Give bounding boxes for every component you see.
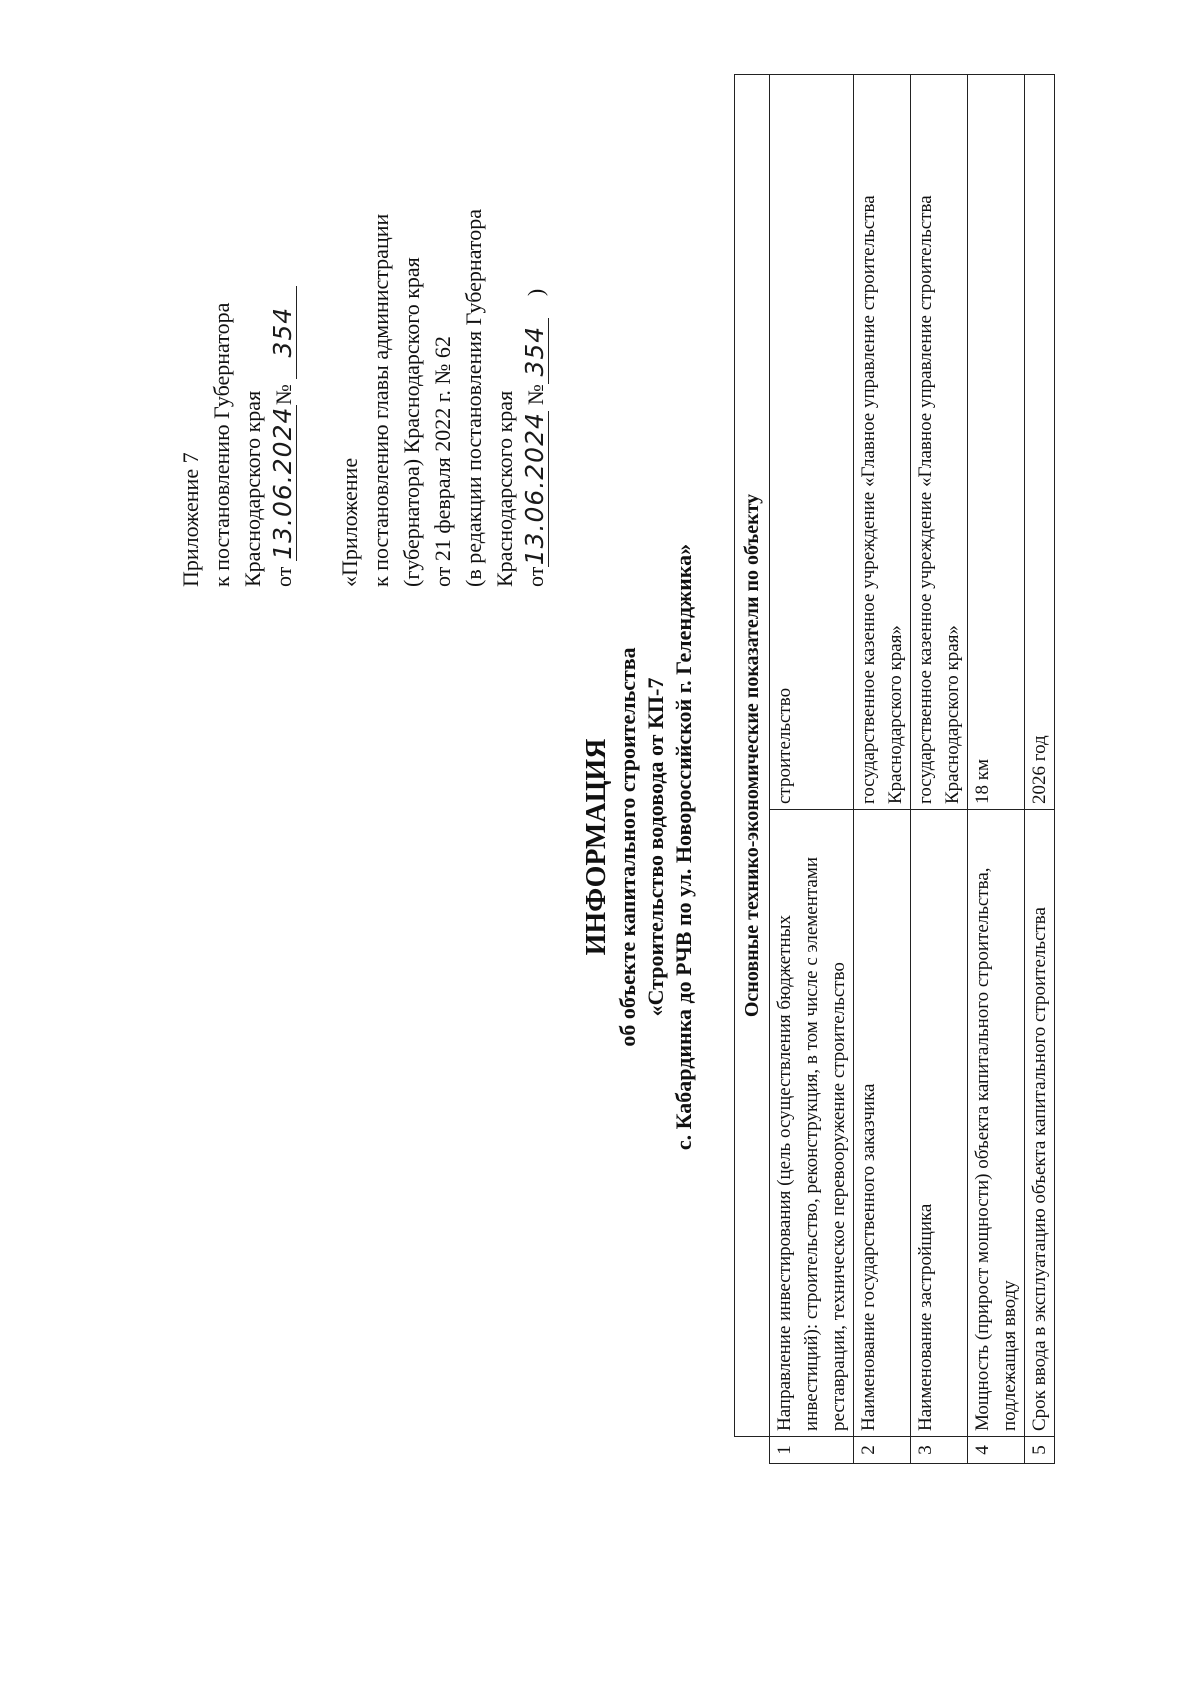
from-prefix: от — [523, 566, 548, 587]
row-label: Направление инвестирования (цель осуществления бюджетных инвестиций): строительство, реконструкция, в том числе с элементами реставрации, техническое перевооружение строительство — [770, 810, 854, 1437]
row-label: Наименование государственного заказчика — [854, 810, 911, 1437]
row-number: 5 — [1025, 1437, 1055, 1464]
object-name-line-1: «Строительство водовода от КП-7 — [643, 677, 668, 1017]
table-row — [968, 74, 1025, 1463]
handwritten-date: 13.06.2024 — [268, 406, 297, 560]
document-subtitle: об объекте капитального строительства — [615, 647, 640, 1047]
appendix-note-edition: (в редакции постановления Губернатора — [461, 209, 486, 587]
appendix-note-opening: «Приложение — [337, 457, 362, 587]
row-value: 2026 год — [1025, 74, 1055, 809]
technical-indicators-table — [734, 74, 1055, 1464]
appendix-note-date-line — [520, 67, 551, 587]
row-value: государственное казенное учреждение «Главное управление строительства Краснодарского края» — [911, 74, 968, 809]
appendix-label: Приложение 7 — [178, 452, 203, 587]
row-value: строительство — [770, 74, 854, 809]
region-name: Краснодарского края — [240, 390, 265, 587]
appendix-note-original-date: от 21 февраля 2022 г. № 62 — [430, 336, 455, 587]
approval-stamp-block — [175, 67, 551, 587]
handwritten-date: 13.06.2024 — [520, 412, 549, 566]
table-row — [1025, 74, 1055, 1463]
appendix-note-region: Краснодарского края — [492, 390, 517, 587]
row-value: государственное казенное учреждение «Главное управление строительства Краснодарского края» — [854, 74, 911, 809]
table-row — [911, 74, 968, 1463]
row-label: Наименование застройщика — [911, 810, 968, 1437]
row-value: 18 км — [968, 74, 1025, 809]
handwritten-number: 354 — [270, 286, 297, 379]
approval-date-line — [268, 67, 299, 587]
number-prefix: № — [271, 384, 296, 406]
table-header: Основные технико-экономические показатели по объекту — [735, 74, 770, 1436]
table-header-row — [735, 74, 770, 1463]
object-name-line-2: с. Кабардинка до РЧВ по ул. Новороссийской г. Геленджика» — [671, 543, 696, 1151]
from-prefix: от — [271, 566, 296, 587]
appendix-note-governor: (губернатора) Краснодарского края — [399, 257, 424, 587]
appendix-note-resolution: к постановлению главы администрации — [368, 213, 393, 587]
row-number: 3 — [911, 1437, 968, 1464]
document-title: ИНФОРМАЦИЯ — [581, 738, 612, 956]
row-number: 4 — [968, 1437, 1025, 1464]
row-number: 1 — [770, 1437, 854, 1464]
row-label: Мощность (прирост мощности) объекта капитального строительства, подлежащая вводу — [968, 810, 1025, 1437]
closing-parenthesis: ) — [523, 288, 548, 297]
table-row — [770, 74, 854, 1463]
table-row — [854, 74, 911, 1463]
row-label: Срок ввода в эксплуатацию объекта капитального строительства — [1025, 810, 1055, 1437]
number-prefix: № — [523, 384, 548, 406]
document-title-block — [580, 137, 698, 1557]
resolution-reference: к постановлению Губернатора — [209, 302, 234, 587]
row-number: 2 — [854, 1437, 911, 1464]
handwritten-number: 354 — [522, 318, 549, 384]
